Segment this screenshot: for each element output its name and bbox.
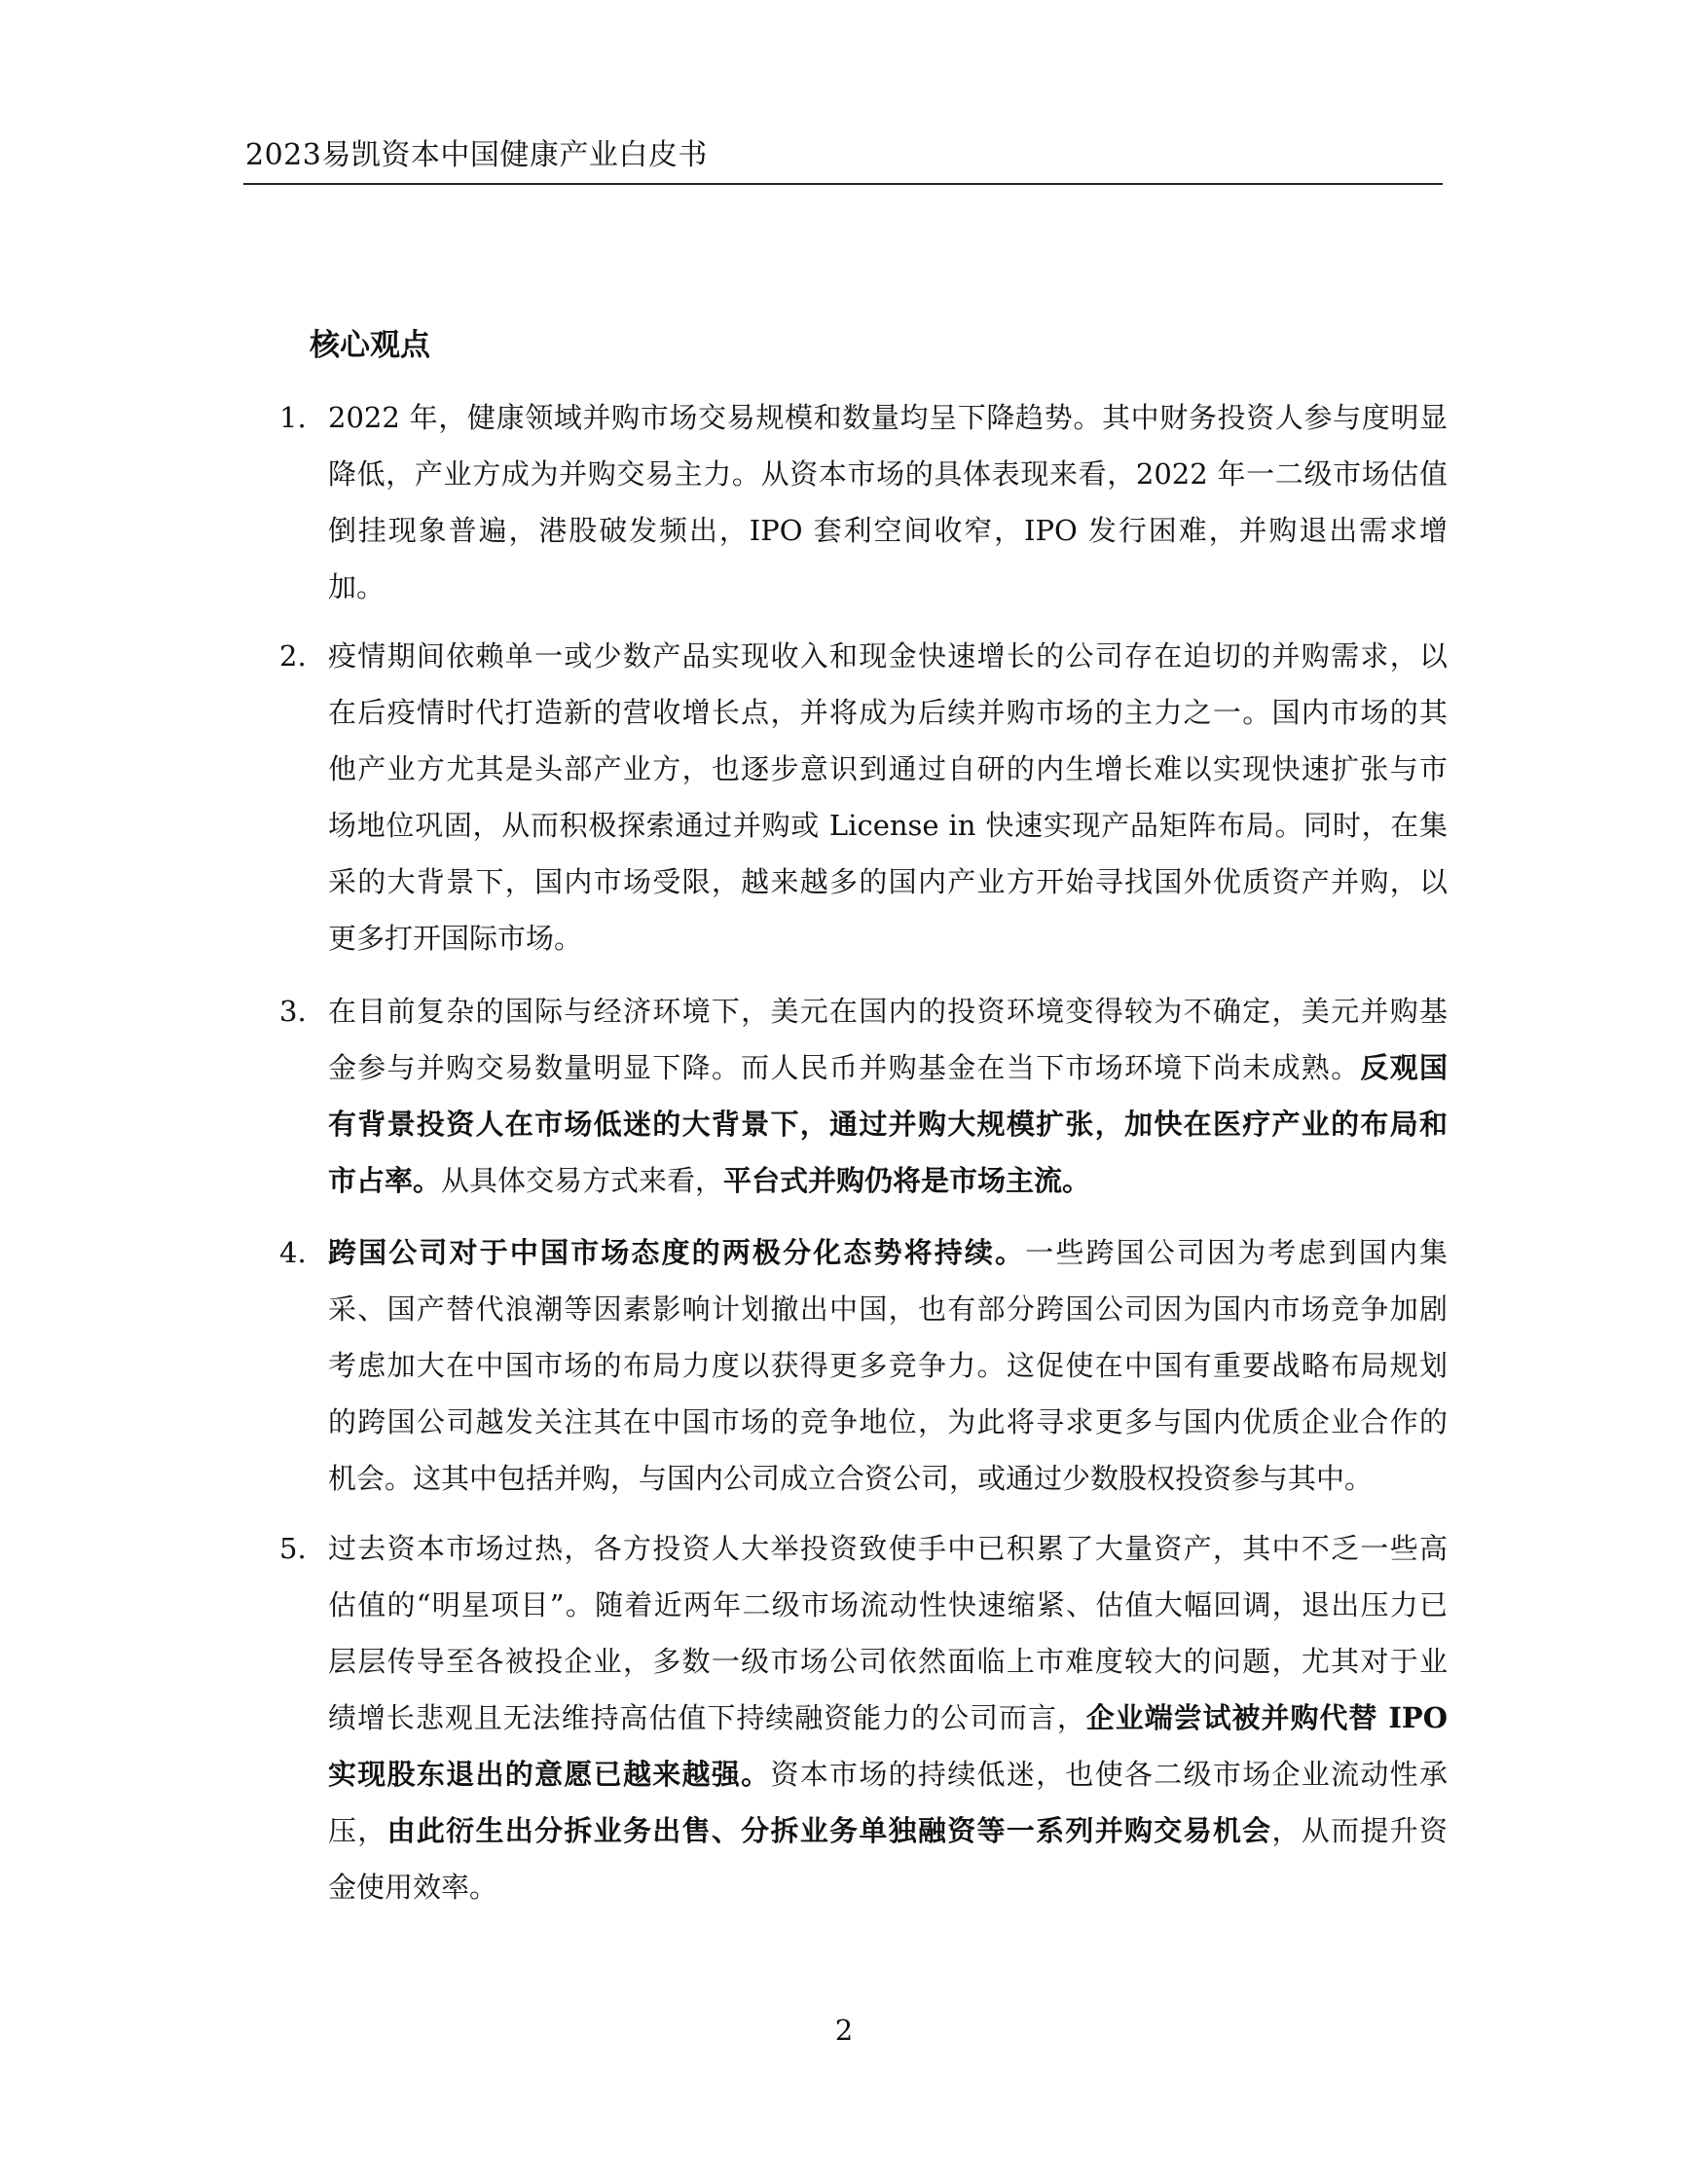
- text: 采的大背景下，国内市场受限，越来越多的国内产业方开始寻找国外优质资产并购，以: [328, 865, 1448, 898]
- paragraph-line: [328, 1802, 1448, 1859]
- paragraph-line: [328, 1859, 1448, 1915]
- paragraph-line: [328, 983, 1448, 1039]
- text: 一些跨国公司因为考虑到国内集: [1025, 1236, 1448, 1269]
- bold-text: 企业端尝试被并购代替 IPO: [1085, 1701, 1448, 1734]
- paragraph-line: [328, 1152, 1448, 1209]
- paragraph-line: [328, 854, 1448, 910]
- bold-text: 有背景投资人在市场低迷的大背景下，通过并购大规模扩张，加快在医疗产业的布局和: [328, 1108, 1448, 1141]
- bold-text: 跨国公司对于中国市场态度的两极分化态势将持续。: [328, 1236, 1026, 1269]
- paragraph-line: [328, 684, 1448, 741]
- text: 疫情期间依赖单一或少数产品实现收入和现金快速增长的公司存在迫切的并购需求，以: [328, 639, 1448, 673]
- list-item: [279, 1224, 1448, 1507]
- paragraph-line: [328, 797, 1448, 854]
- list-item: [279, 628, 1448, 966]
- paragraph-line: [328, 628, 1448, 684]
- paragraph-line: [328, 1394, 1448, 1450]
- bold-text: 由此衍生出分拆业务出售、分拆业务单独融资等一系列并购交易机会: [386, 1814, 1272, 1847]
- page-number: 2: [834, 2014, 854, 2047]
- text: 考虑加大在中国市场的布局力度以获得更多竞争力。这促使在中国有重要战略布局规划: [328, 1349, 1448, 1382]
- text: 他产业方尤其是头部产业方，也逐步意识到通过自研的内生增长难以实现快速扩张与市: [328, 752, 1448, 785]
- paragraph-line: [328, 1337, 1448, 1394]
- bold-text: 平台式并购仍将是市场主流。: [723, 1164, 1091, 1197]
- bold-text: 实现股东退出的意愿已越来越强。: [328, 1758, 771, 1791]
- paragraph-line: [328, 1633, 1448, 1690]
- text: 机会。这其中包括并购，与国内公司成立合资公司，或通过少数股权投资参与其中。: [328, 1462, 1374, 1495]
- bold-text: 反观国: [1360, 1051, 1448, 1084]
- paragraph-line: [328, 502, 1448, 559]
- text: 层层传导至各被投企业，多数一级市场公司依然面临上市难度较大的问题，尤其对于业: [328, 1645, 1448, 1678]
- text: 的跨国公司越发关注其在中国市场的竞争地位，为此将寻求更多与国内优质企业合作的: [328, 1405, 1448, 1438]
- header-divider: [243, 183, 1443, 185]
- paragraph-line: [328, 1520, 1448, 1577]
- list-item-number: 2.: [279, 639, 307, 673]
- paragraph-line: [328, 741, 1448, 797]
- list-item: [279, 983, 1448, 1209]
- text: ，从而提升资: [1271, 1814, 1448, 1847]
- text: 倒挂现象普遍，港股破发频出，IPO 套利空间收窄，IPO 发行困难，并购退出需求增: [328, 514, 1448, 547]
- paragraph-line: [328, 559, 1448, 615]
- text: 金使用效率。: [328, 1871, 498, 1904]
- text: 压，: [328, 1814, 387, 1847]
- list-item-number: 4.: [279, 1236, 307, 1269]
- list-item-number: 3.: [279, 995, 307, 1028]
- section-title: 核心观点: [310, 328, 430, 363]
- list-item-number: 1.: [279, 401, 307, 434]
- text: 过去资本市场过热，各方投资人大举投资致使手中已积累了大量资产，其中不乏一些高: [328, 1532, 1448, 1565]
- paragraph-line: [328, 1224, 1448, 1281]
- paragraph-line: [328, 1746, 1448, 1802]
- text: 场地位巩固，从而积极探索通过并购或 License in 快速实现产品矩阵布局。同时，在集: [328, 809, 1448, 842]
- paragraph-line: [328, 1039, 1448, 1096]
- text: 资本市场的持续低迷，也使各二级市场企业流动性承: [770, 1758, 1448, 1791]
- text: 估值的“明星项目”。随着近两年二级市场流动性快速缩紧、估值大幅回调，退出压力已: [328, 1588, 1448, 1621]
- text: 降低，产业方成为并购交易主力。从资本市场的具体表现来看，2022 年一二级市场估值: [328, 457, 1448, 491]
- paragraph-line: [328, 1450, 1448, 1507]
- paragraph-line: [328, 1690, 1448, 1746]
- paragraph-line: [328, 1577, 1448, 1633]
- text: 从具体交易方式来看，: [441, 1164, 724, 1197]
- bold-text: 市占率。: [328, 1164, 442, 1197]
- text: 加。: [328, 570, 385, 603]
- list-item: [279, 1520, 1448, 1915]
- paragraph-line: [328, 1096, 1448, 1152]
- text: 更多打开国际市场。: [328, 922, 583, 955]
- text: 绩增长悲观且无法维持高估值下持续融资能力的公司而言，: [328, 1701, 1086, 1734]
- text: 在目前复杂的国际与经济环境下，美元在国内的投资环境变得较为不确定，美元并购基: [328, 995, 1448, 1028]
- text: 在后疫情时代打造新的营收增长点，并将成为后续并购市场的主力之一。国内市场的其: [328, 696, 1448, 729]
- paragraph-line: [328, 1281, 1448, 1337]
- paragraph-line: [328, 910, 1448, 966]
- text: 采、国产替代浪潮等因素影响计划撤出中国，也有部分跨国公司因为国内市场竞争加剧: [328, 1292, 1448, 1326]
- list-item-number: 5.: [279, 1532, 307, 1565]
- text: 金参与并购交易数量明显下降。而人民币并购基金在当下市场环境下尚未成熟。: [328, 1051, 1361, 1084]
- list-item: [279, 389, 1448, 615]
- header-title: 2023易凯资本中国健康产业白皮书: [245, 138, 708, 172]
- text: 2022 年，健康领域并购市场交易规模和数量均呈下降趋势。其中财务投资人参与度明显: [328, 401, 1448, 434]
- paragraph-line: [328, 389, 1448, 446]
- paragraph-line: [328, 446, 1448, 502]
